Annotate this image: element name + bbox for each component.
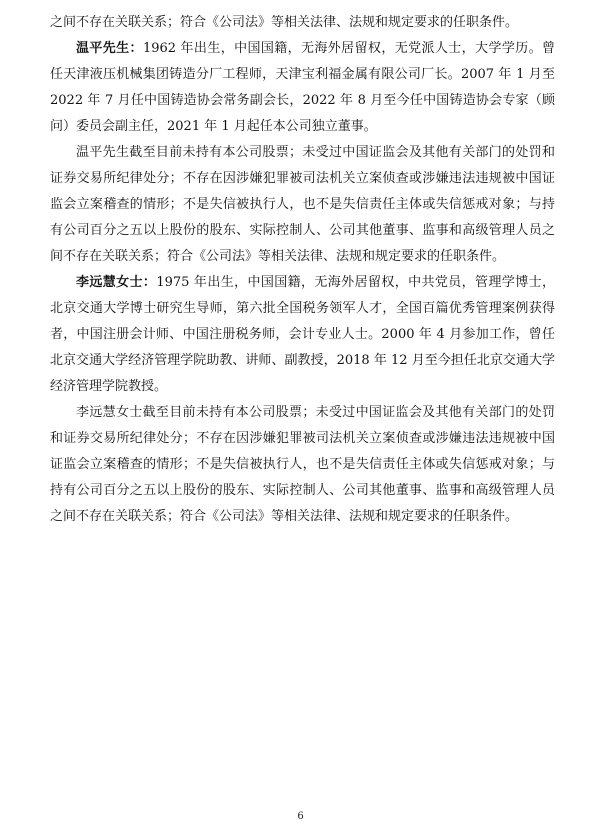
wen-ping-compliance-paragraph (50, 140, 555, 270)
li-yuanhui-bio-paragraph (50, 270, 555, 400)
page-number: 6 (297, 811, 304, 822)
paragraph-text: 温平先生截至目前未持有本公司股票；未受过中国证监会及其他有关部门的处罚和证券交易所纪律处分；不存在因涉嫌犯罪被司法机关立案侦查或涉嫌违法违规被中国证监会立案稽查的情形；不是失信被执行人，也不是失信责任主体或失信惩戒对象；与持有公司百分之五以上股份的股东、实际控制人、公司其他董事、监事和高级管理人员之间不存在关联关系；符合《公司法》等相关法律、法规和规定要求的任职条件。 (50, 145, 555, 264)
paragraph-text: 1962 年出生，中国国籍，无海外居留权，无党派人士，大学学历。曾任天津液压机械集团铸造分厂工程师，天津宝利福金属有限公司厂长。2007 年 1 月至 2022 年 7 月任中国铸造协会常务副会长，2022 年 8 月至今任中国铸造协会专家（顾问）委员会副主任，2021 年 1 月起任本公司独立董事。 (50, 41, 555, 134)
paragraph-text: 李远慧女士截至目前未持有本公司股票；未受过中国证监会及其他有关部门的处罚和证券交易所纪律处分；不存在因涉嫌犯罪被司法机关立案侦查或涉嫌违法违规被中国证监会立案稽查的情形；不是失信被执行人，也不是失信责任主体或失信惩戒对象；与持有公司百分之五以上股份的股东、实际控制人、公司其他董事、监事和高级管理人员之间不存在关联关系；符合《公司法》等相关法律、法规和规定要求的任职条件。 (50, 405, 555, 524)
li-yuanhui-compliance-paragraph (50, 400, 555, 530)
continuation-paragraph (50, 10, 555, 36)
paragraph-text: 1975 年出生，中国国籍，无海外居留权，中共党员，管理学博士，北京交通大学博士研究生导师，第六批全国税务领军人才，全国百篇优秀管理案例获得者，中国注册会计师、中国注册税务师，会计专业人士。2000 年 4 月参加工作，曾任北京交通大学经济管理学院助教、讲师、副教授，2018 年 12 月至今担任北京交通大学经济管理学院教授。 (50, 275, 555, 394)
document-body (50, 10, 555, 530)
person-name-wen-ping: 温平先生： (76, 41, 143, 56)
person-name-li-yuanhui: 李远慧女士： (76, 275, 157, 290)
paragraph-text: 之间不存在关联关系；符合《公司法》等相关法律、法规和规定要求的任职条件。 (50, 15, 519, 30)
wen-ping-bio-paragraph (50, 36, 555, 140)
